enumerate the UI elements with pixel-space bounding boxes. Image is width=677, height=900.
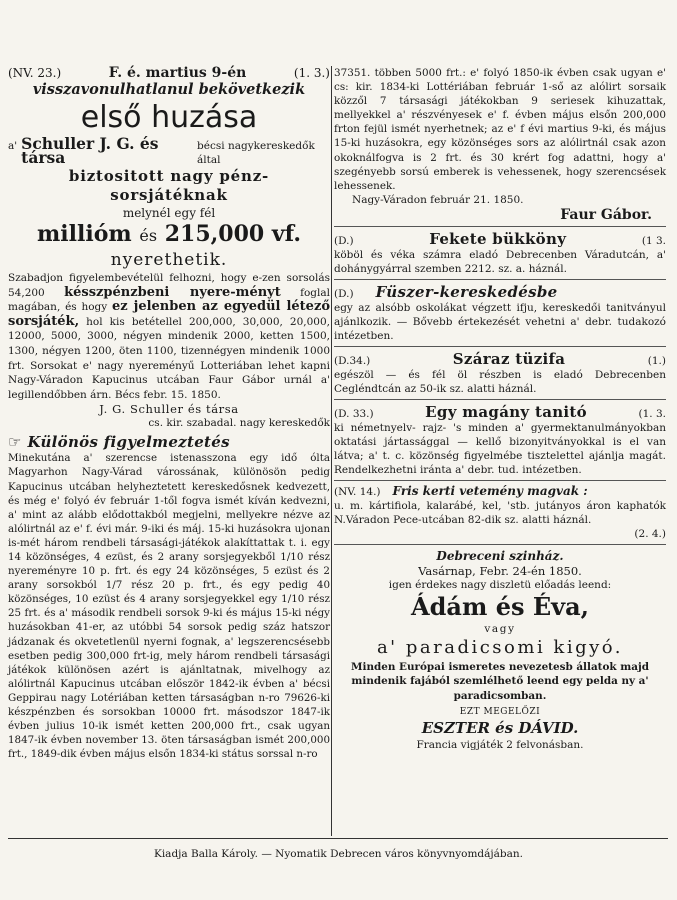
ad4-tag: (D.) xyxy=(334,287,354,300)
footer-imprint: Kiadja Balla Károly. — Nyomatik Debrecen város könyvnyomdájában. xyxy=(153,848,524,860)
ad1-sign1: J. G. Schuller és társa xyxy=(99,402,239,417)
ad4-title: Füszer-kereskedésbe xyxy=(375,282,558,301)
theatre-precede: EZT MEGELŐZI xyxy=(459,707,541,718)
ad3-body: köböl és véka számra eladó Debrecenben Váradutcán, a' dohánygyárral szemben 2212. sz. a. háznál. xyxy=(334,248,666,275)
ad1-body1b: késszpénzbeni nyere-ményt xyxy=(64,284,281,300)
ad5-ref: (1.) xyxy=(647,354,666,367)
divider xyxy=(334,226,666,227)
ad1-body2b: ez jelenben az egyedül létező sorsjáték, xyxy=(8,299,331,329)
ad6-body: ki németnyelv- rajz- 's minden a' gyermektanulmányokban oktatási jártassággal — kellő bizonyitványokkal is el van látva; a' t. c. közönség figyelmébe tisztelettel ajánlja magát. Rendelkezhetni iránta a' debr. tud. intézetben. xyxy=(334,421,666,476)
ad1-firm: Schuller J. G. és társa xyxy=(21,134,159,167)
ad1-prize xyxy=(8,221,330,249)
footer-rule xyxy=(8,838,668,839)
theatre-desc: Minden Európai ismeretes nevezetesb állatok majd mindenik fajából szemlélhető leend egy pelda ny a' paradicsomban. xyxy=(351,660,649,702)
ad1-ref: (1. 3.) xyxy=(293,66,330,80)
ad1-title: első huzása xyxy=(80,100,258,135)
ad7-tag: (NV. 14.) xyxy=(334,485,381,498)
right-column xyxy=(334,66,666,752)
ad6-tag: (D. 33.) xyxy=(334,407,374,420)
column-divider xyxy=(331,66,332,836)
divider xyxy=(334,544,666,545)
theatre-title: Ádám és Éva, xyxy=(411,591,589,621)
ad1-lottery-line2: sorsjátéknak xyxy=(110,186,228,204)
ad7-ref: (2. 4.) xyxy=(634,527,666,540)
ad2-title: Különös figyelmeztetés xyxy=(27,433,230,452)
continued-text: 37351. többen 5000 frt.: e' folyó 1850-ik évben csak ugyan e' cs: kir. 1834-ki Lottériában február 1-ső az alólirt sorsaik közzől 7 társasági játékokban 9 seriesek kihuzattak, mellyekkel a' részvényesek e' f. évben május elsőn 200,000 frton fejül ismét nyerhetnek; az e' f évi martius 9-ki, és május 15-ki huzásokra, egy közönséges sors az alólirtnál csak azon okoknálfogva is 2 frt. és 30 krért fog adattni, hogy a' szegényebb sorsú emberek is vehessenek, hogy szerencsések lehessenek. xyxy=(334,67,666,192)
ad5-tag: (D.34.) xyxy=(334,354,371,367)
ad1-body1: Szabadjon figyelembevételül felhozni, hogy e-zen sorsolás 54,200 xyxy=(8,272,330,299)
continued-signature: Faur Gábor. xyxy=(560,206,652,223)
ad7-header xyxy=(334,484,666,499)
ad2-header xyxy=(8,433,330,451)
ad7-body: u. m. kártifiola, kalarábé, kel, 'stb. jutányos áron kaphatók N.Váradon Pece-utcában 82-dik sz. alatti háznál. xyxy=(334,499,666,526)
divider xyxy=(334,480,666,481)
divider xyxy=(334,399,666,400)
ad1-lottery-line1: biztositott nagy pénz- xyxy=(68,167,270,185)
ad1-min: melynél egy fél xyxy=(122,206,216,220)
ad1-win: nyerethetik. xyxy=(110,250,228,270)
ad6-header xyxy=(334,403,666,421)
ad1-body xyxy=(8,271,330,402)
ad5-header xyxy=(334,350,666,368)
continued-date: Nagy-Váradon február 21. 1850. xyxy=(352,193,524,206)
ad1-body3: hol kis betétellel 200,000, 30,000, 20,000, 12000, 5000, 3000, négyen mindenik 2000, ketten 1500, 1300, négyen 1200, öten 1100, tizennégyen mindenik 1000 frt. Sorsokat e' nagy nyereményű Lotteriában lehet kapni Nagy-Váradon Kapucinus utcában Faur Gábor urnál a' legillendőbben árn. Bécs febr. 15. 1850. xyxy=(8,315,330,401)
pointing-hand-icon: ☞ xyxy=(8,433,22,452)
theatre-subtitle: a' paradicsomi kigyó. xyxy=(376,636,624,658)
ad1-prize-b: 215,000 vf. xyxy=(164,221,301,247)
divider xyxy=(334,279,666,280)
ad1-prize-and: és xyxy=(139,226,158,245)
ad7-title: Fris kerti vetemény magvak : xyxy=(392,483,588,498)
ad1-prize-a: millióm xyxy=(37,221,132,247)
ad1-date: F. é. martius 9-én xyxy=(108,65,247,81)
theatre-intro: igen érdekes nagy diszletü előadás leend: xyxy=(388,578,612,591)
ad1-firm-pre: a' xyxy=(8,140,18,152)
ad6-ref: (1. 3. xyxy=(638,407,666,420)
ad2-body: Minekutána a' szerencse istenasszona egy idő ólta Magyarhon Nagy-Várad várossának, különösön pedig Kapucinus utcában helyheztetett kereskedősnek kedvezett, és még e' folyó év február 1-től fogva ismét kíván kedvezni, a' mint az alább elődottakból megjelni, mellyekre nézve az alólirtnál az e' f. évi már. 9-iki és máj. 15-ki huzásokra ujonan is-mét három rendbeli társasági-játékok alakíttattak t. i. egy 14 közönséges, 4 ezüst, és 2 arany sorsjegyekből 1/10 rész nyereményre 10 p. frt. és egy 24 közönséges, 5 ezüst és 2 arany sorsokból 1/7 rész 20 p. frt., és egy pedig 40 közönséges, 10 ezüst és 4 arany sorsjegyekkel egy 1/10 rész 25 frt. és a' második rendbeli sorsok 9-ki és május 15-ki négy huzásokban 41-er, az utóbbi 54 sorsok pedig száz hatszor jádzanak és okvetetlenül nyerni fognak, a' legszerencsésebb esetben pedig 300,000 frt-ig, mely három rendbeli társasági játékok különösen azért is ajánltatnak, mivelhogy az alólirtnál Kapucinus utcában először 1842-ik évben a' bécsi Geppirau nagy Lotériában ketten társaságban n-ro 79626-ki készpénzben és sorsokban 10000 frt. másodszor 1847-ik évben julius 10-ik ismét ketten 200,000 frt., csak ugyan 1847-ik évben november 13. öten társaságban ismét 200,000 frt., 1849-dik évben május elsőn 1834-ki státus sorssal n-ro xyxy=(8,452,330,761)
theatre-head: Debreceni szinház. xyxy=(436,548,564,563)
ad1-header xyxy=(8,66,330,80)
ad1-tag: (NV. 23.) xyxy=(8,66,62,80)
ad3-title: Fekete bükköny xyxy=(429,229,567,248)
ad1-body2: foglal magában, és hogy xyxy=(8,286,330,314)
theatre-piece-desc: Francia vigjáték 2 felvonásban. xyxy=(416,739,584,752)
ad5-body: egészöl — és fél öl részben is eladó Debrecenben Cegléndtcán az 50-ik sz. alatti háznál. xyxy=(334,368,666,395)
theatre-date: Vasárnap, Febr. 24-én 1850. xyxy=(418,563,582,578)
ad3-header xyxy=(334,230,666,248)
ad1-headline: visszavonulhatlanul bekövetkezik xyxy=(32,81,306,98)
ad1-firm-line xyxy=(8,134,330,167)
ad4-body: egy az alsóbb oskolákat végzett ifju, kereskedői tanitványul ajánlkozik. — Bővebb értekezését vehetni a' debr. tudakozó intézetben. xyxy=(334,301,666,342)
ad1-firm-desc: bécsi nagykereskedők által xyxy=(197,140,315,166)
ad3-tag: (D.) xyxy=(334,234,354,247)
theatre-vagy: vagy xyxy=(484,622,516,635)
ad6-title: Egy magány tanitó xyxy=(425,402,587,421)
left-column xyxy=(8,66,330,761)
ad5-title: Száraz tüzifa xyxy=(452,349,566,368)
ad4-header xyxy=(334,283,666,301)
divider xyxy=(334,346,666,347)
ad3-ref: (1 3. xyxy=(641,234,666,247)
theatre-piece: ESZTER és DÁVID. xyxy=(421,719,579,738)
ad1-sign2: cs. kir. szabadal. nagy kereskedők xyxy=(148,417,330,430)
